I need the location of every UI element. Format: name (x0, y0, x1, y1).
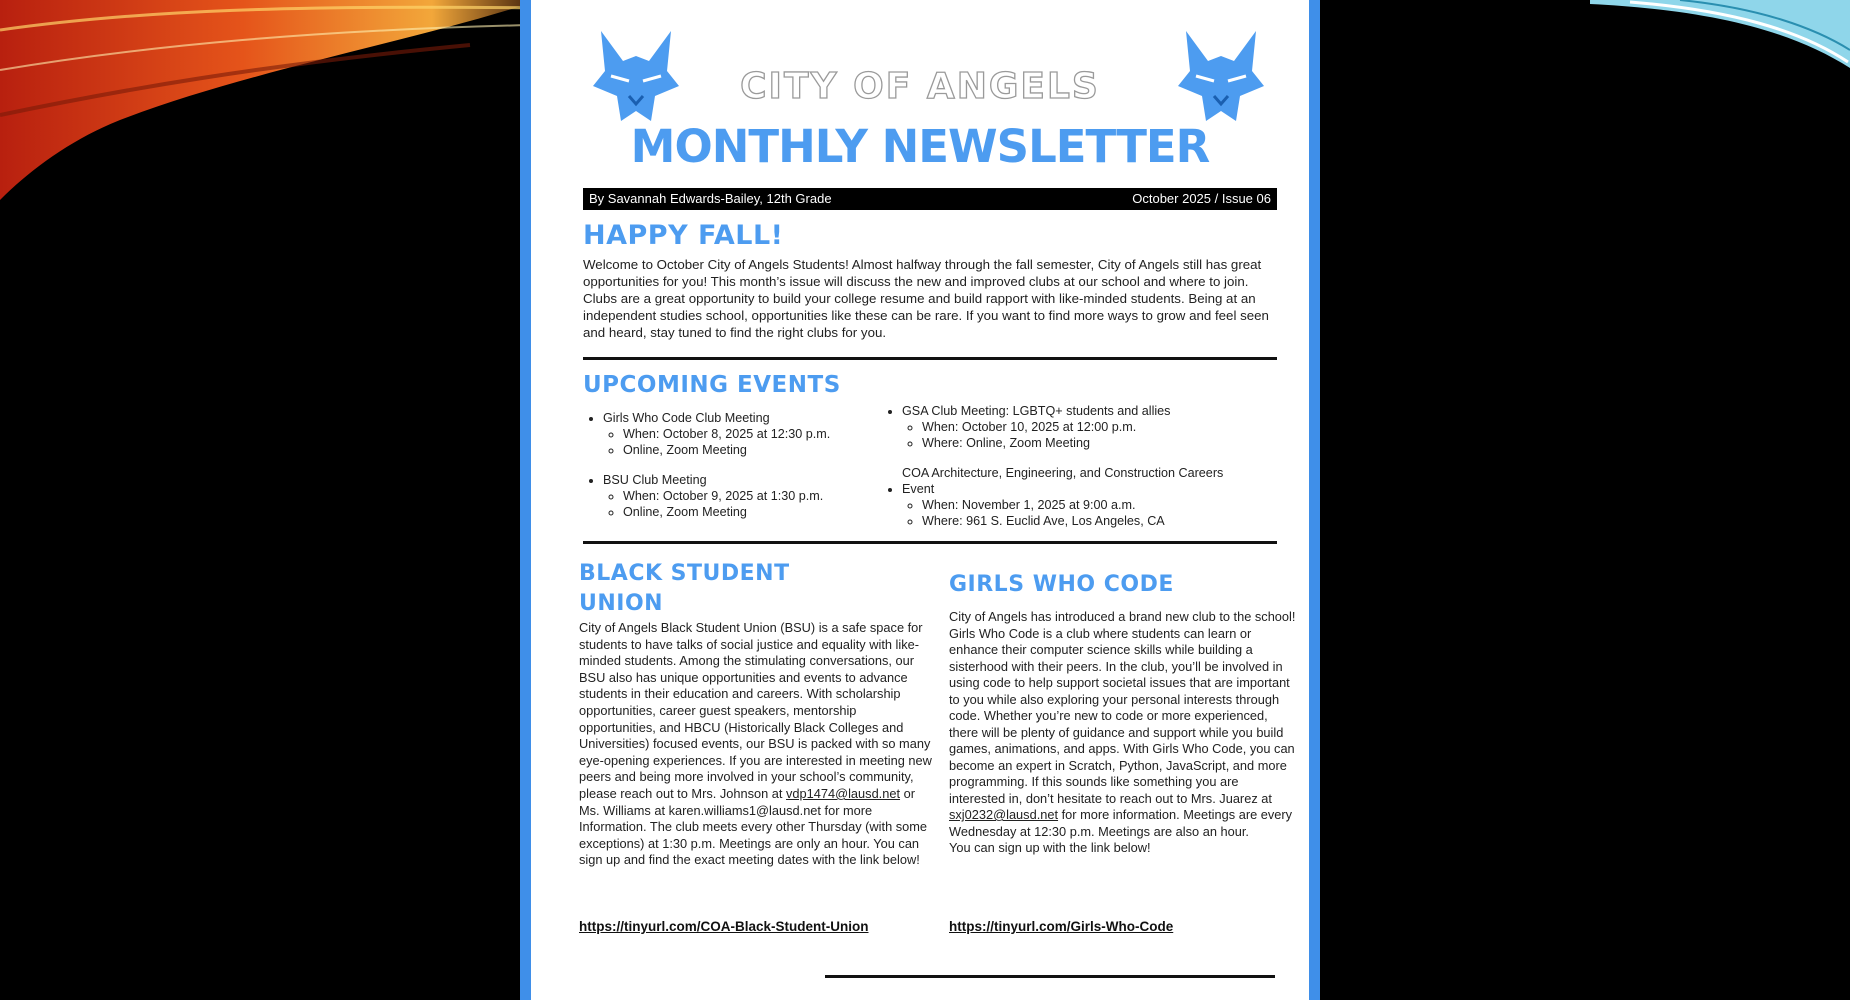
gwc-signup-link[interactable]: https://tinyurl.com/Girls-Who-Code (949, 919, 1174, 934)
event-title: GSA Club Meeting: LGBTQ+ students and allies (902, 404, 1171, 418)
masthead-outline-title: CITY OF ANGELS (740, 66, 1100, 107)
event-where: ◦ Where: Online, Zoom Meeting (922, 435, 1262, 451)
gwc-body (949, 609, 1297, 857)
event-item (603, 472, 883, 520)
masthead-title: MONTHLY NEWSLETTER (630, 120, 1210, 173)
gwc-heading: GIRLS WHO CODE (949, 572, 1174, 597)
bsu-email-link[interactable]: vdp1474@lausd.net (786, 785, 901, 801)
bsu-body-text: City of Angels Black Student Union (BSU) is a safe space for students to have talks of social justice and equality with like-minded students. Among the stimulating conversations, our BSU also has unique opportunities and events to advance students in their education and careers. With scholarship opportunities, career guest speakers, mentorship opportunities, and HBCU (Historically Black Colleges and Universities) focused events, our BSU is packed with so many eye-opening experiences. If you are interested in meeting new peers and being more involved in your school’s community, please reach out to Mrs. Johnson at (579, 620, 932, 801)
gwc-email-link[interactable]: sxj0232@lausd.net (949, 807, 1059, 822)
event-when: ◦ When: October 9, 2025 at 1:30 p.m. (623, 488, 883, 504)
bsu-heading-line: BLACK STUDENT (579, 561, 790, 586)
event-when: ◦ When: November 1, 2025 at 9:00 a.m. (922, 497, 1262, 513)
event-item (902, 465, 1262, 529)
intro-heading: HAPPY FALL! (583, 220, 784, 251)
event-when: ◦ When: October 8, 2025 at 12:30 p.m. (623, 426, 883, 442)
events-left-column (583, 410, 883, 520)
event-item (603, 410, 883, 458)
divider (583, 357, 1277, 360)
event-item (902, 403, 1262, 451)
event-list (882, 403, 1262, 529)
event-where: ◦ Online, Zoom Meeting (623, 442, 883, 458)
events-right-column (882, 403, 1262, 529)
issue-label: October 2025 / Issue 06 (1132, 191, 1271, 206)
slide-decoration-swoosh-right (1590, 0, 1850, 70)
bsu-signup-link[interactable]: https://tinyurl.com/COA-Black-Student-Union (579, 919, 869, 934)
event-where: ◦ Where: 961 S. Euclid Ave, Los Angeles, CA (922, 513, 1262, 529)
bsu-body-text: or Ms. Williams at karen.williams1@lausd.net for more Information. The club meets every other Thursday (with some exceptions) at 1:30 p.m. Meetings are only an hour. You can sign up and find the exact meeting dates with the link below! (579, 785, 928, 868)
events-heading: UPCOMING EVENTS (583, 372, 841, 398)
event-title: Girls Who Code Club Meeting (603, 411, 770, 425)
event-where: ◦ Online, Zoom Meeting (623, 504, 883, 520)
bsu-heading (579, 559, 790, 619)
event-list (583, 410, 883, 520)
newsletter-page (520, 0, 1320, 1000)
gwc-body-text: for more information. Meetings are every Wednesday at 12:30 p.m. Meetings are also an hour. (949, 807, 1293, 839)
event-title: BSU Club Meeting (603, 473, 707, 487)
byline-author: By Savannah Edwards-Bailey, 12th Grade (589, 191, 832, 206)
bsu-heading-line: UNION (579, 591, 664, 616)
divider (825, 975, 1275, 978)
bsu-body (579, 620, 933, 869)
divider (583, 541, 1277, 544)
intro-body: Welcome to October City of Angels Students! Almost halfway through the fall semester, City of Angels still has great opportunities for you! This month’s issue will discuss the new and improved clubs at our school and where to join. Clubs are a great opportunity to build your college resume and build rapport with like-minded students. Being at an independent studies school, opportunities like these can be rare. If you want to find more ways to grow and feel seen and heard, stay tuned to find the right clubs for you. (583, 257, 1269, 340)
gwc-signup-text: You can sign up with the link below! (949, 840, 1151, 855)
gwc-body-text: City of Angels has introduced a brand new club to the school! Girls Who Code is a club where students can learn or enhance their computer science skills while building a sisterhood with their peers. In the club, you’ll be involved in using code to help support societal issues that are important to you while also exploring your personal interests through code. Whether you’re new to code or more experienced, there will be plenty of guidance and support while you build games, animations, and apps. With Girls Who Code, you can become an expert in Scratch, Python, JavaScript, and more programming. If this sounds like something you are interested in, don’t hesitate to reach out to Mrs. Juarez at (949, 609, 1296, 806)
slide-decoration-swoosh-left (0, 0, 540, 210)
event-when: ◦ When: October 10, 2025 at 12:00 p.m. (922, 419, 1262, 435)
event-title: COA Architecture, Engineering, and Construction Careers Event (902, 466, 1224, 496)
byline-bar (583, 188, 1277, 210)
